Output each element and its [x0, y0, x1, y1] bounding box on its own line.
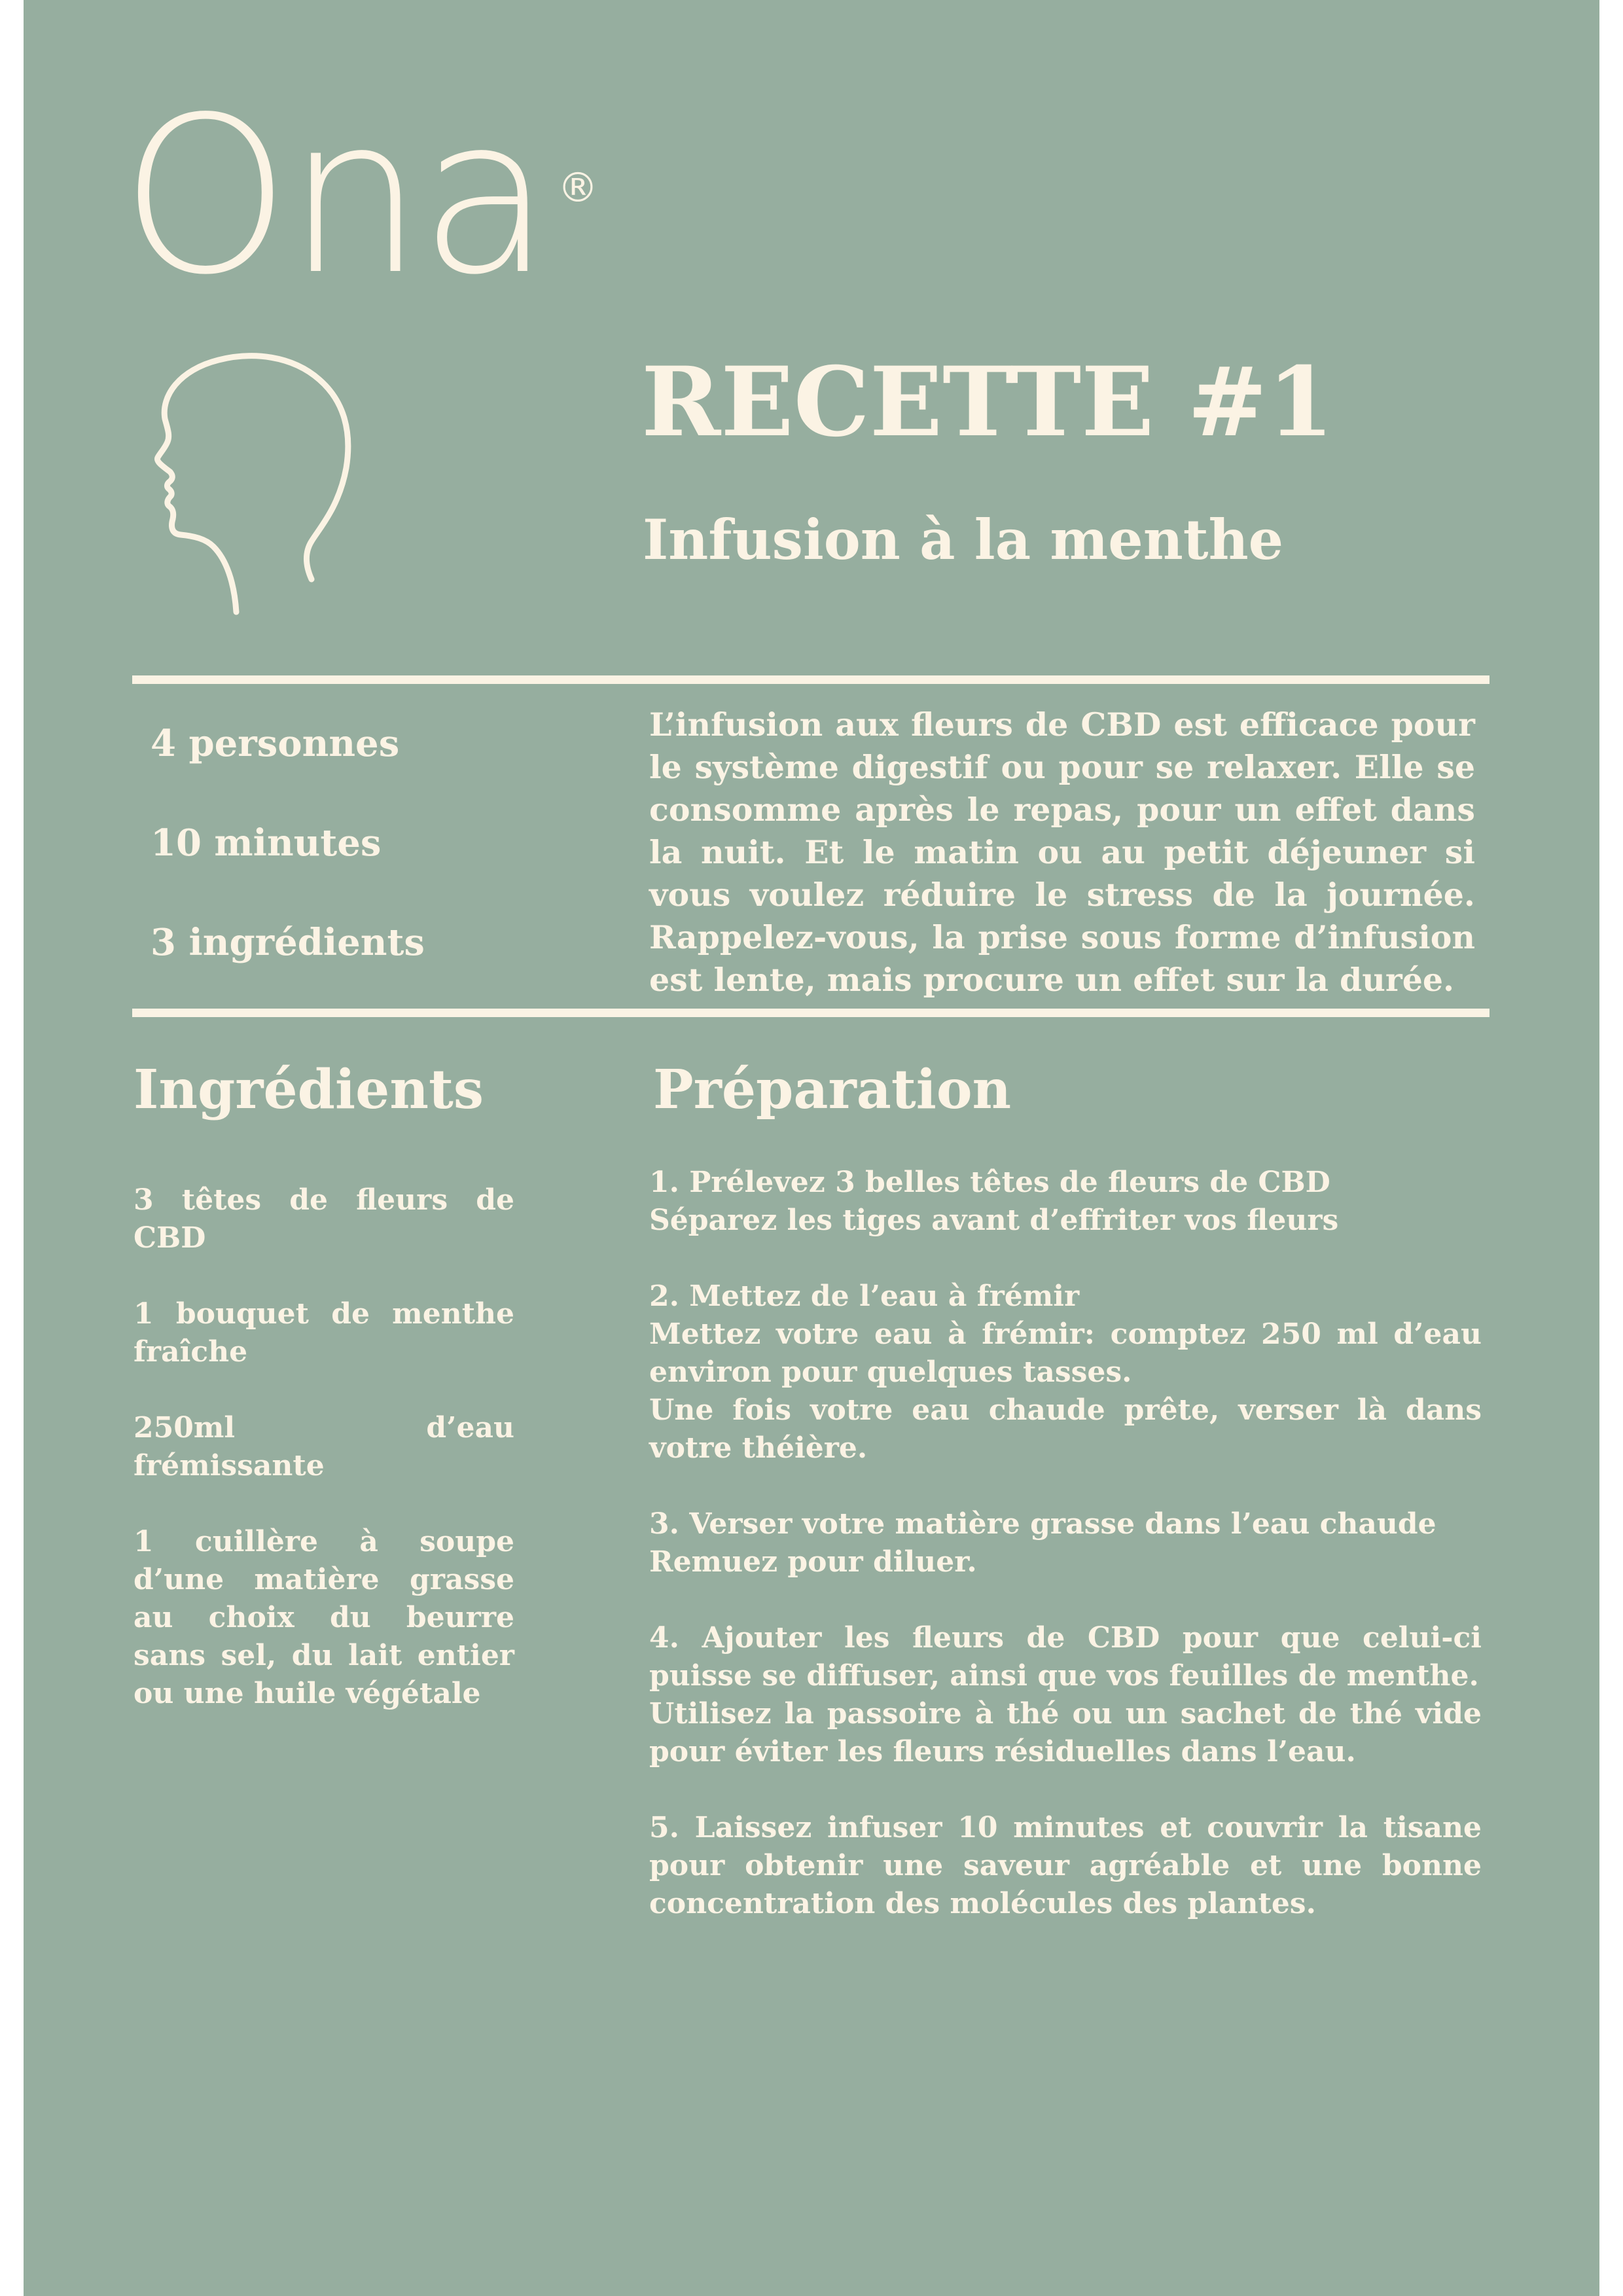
intro-text: L’infusion aux fleurs de CBD est efficace pour le système digestif ou pour se relaxer. Elle se consomme après le repas, pour un effet dans la nuit. Et le matin ou au petit déjeuner si vous voulez réduire le stress de la journée. Rappelez-vous, la prise sous forme d’infusion est lente, mais procure un effet sur la durée. [649, 706, 1475, 999]
step-line: 2. Mettez de l’eau à frémir [649, 1280, 1080, 1313]
duration: 10 minutes [151, 821, 382, 865]
preparation-heading: Préparation [653, 1058, 1012, 1121]
registered-trademark-mark: ® [558, 164, 598, 211]
ingredient-item: 1 bouquet de menthe fraîche [134, 1297, 514, 1369]
preparation-step-3 [649, 1505, 1482, 1581]
step-line: Remuez pour diluer. [649, 1545, 977, 1579]
head-profile-icon [148, 344, 423, 619]
bottom-divider [132, 1009, 1489, 1017]
recipe-subtitle: Infusion à la menthe [643, 507, 1284, 572]
step-line: 5. Laissez infuser 10 minutes et couvrir la tisane pour obtenir une saveur agréable et une bonne concentration des molécules des plantes. [649, 1811, 1482, 1920]
recipe-page [24, 0, 1599, 2296]
preparation-step-5 [649, 1809, 1482, 1923]
brand-logo: Ona [120, 71, 548, 322]
preparation-step-2 [649, 1278, 1482, 1467]
ingredients-heading: Ingrédients [134, 1058, 484, 1121]
preparation-steps [649, 1164, 1482, 1961]
preparation-step-4 [649, 1619, 1482, 1771]
top-divider [132, 675, 1489, 684]
step-line: Séparez les tiges avant d’effriter vos fleurs [649, 1204, 1339, 1237]
ingredient-item: 1 cuillère à soupe d’une matière grasse au choix du beurre sans sel, du lait entier ou une huile végétale [134, 1525, 514, 1710]
servings: 4 personnes [151, 722, 400, 765]
ingredient-item: 3 têtes de fleurs de CBD [134, 1183, 514, 1255]
step-line: Mettez votre eau à frémir: comptez 250 ml d’eau environ pour quelques tasses. [649, 1318, 1482, 1389]
ingredient-count: 3 ingrédients [151, 921, 425, 964]
step-line: 3. Verser votre matière grasse dans l’eau chaude [649, 1507, 1436, 1541]
step-line: Une fois votre eau chaude prête, verser là dans votre théière. [649, 1393, 1482, 1465]
step-line: 4. Ajouter les fleurs de CBD pour que celui-ci puisse se diffuser, ainsi que vos feuilles de menthe. [649, 1621, 1482, 1693]
recipe-title: RECETTE #1 [641, 346, 1334, 458]
step-line: Utilisez la passoire à thé ou un sachet de thé vide pour éviter les fleurs résiduelles dans l’eau. [649, 1697, 1482, 1768]
ingredient-item: 250ml d’eau frémissante [134, 1411, 514, 1482]
preparation-step-1 [649, 1164, 1482, 1240]
ingredients-list [134, 1181, 514, 1751]
step-line: 1. Prélevez 3 belles têtes de fleurs de CBD [649, 1166, 1330, 1199]
